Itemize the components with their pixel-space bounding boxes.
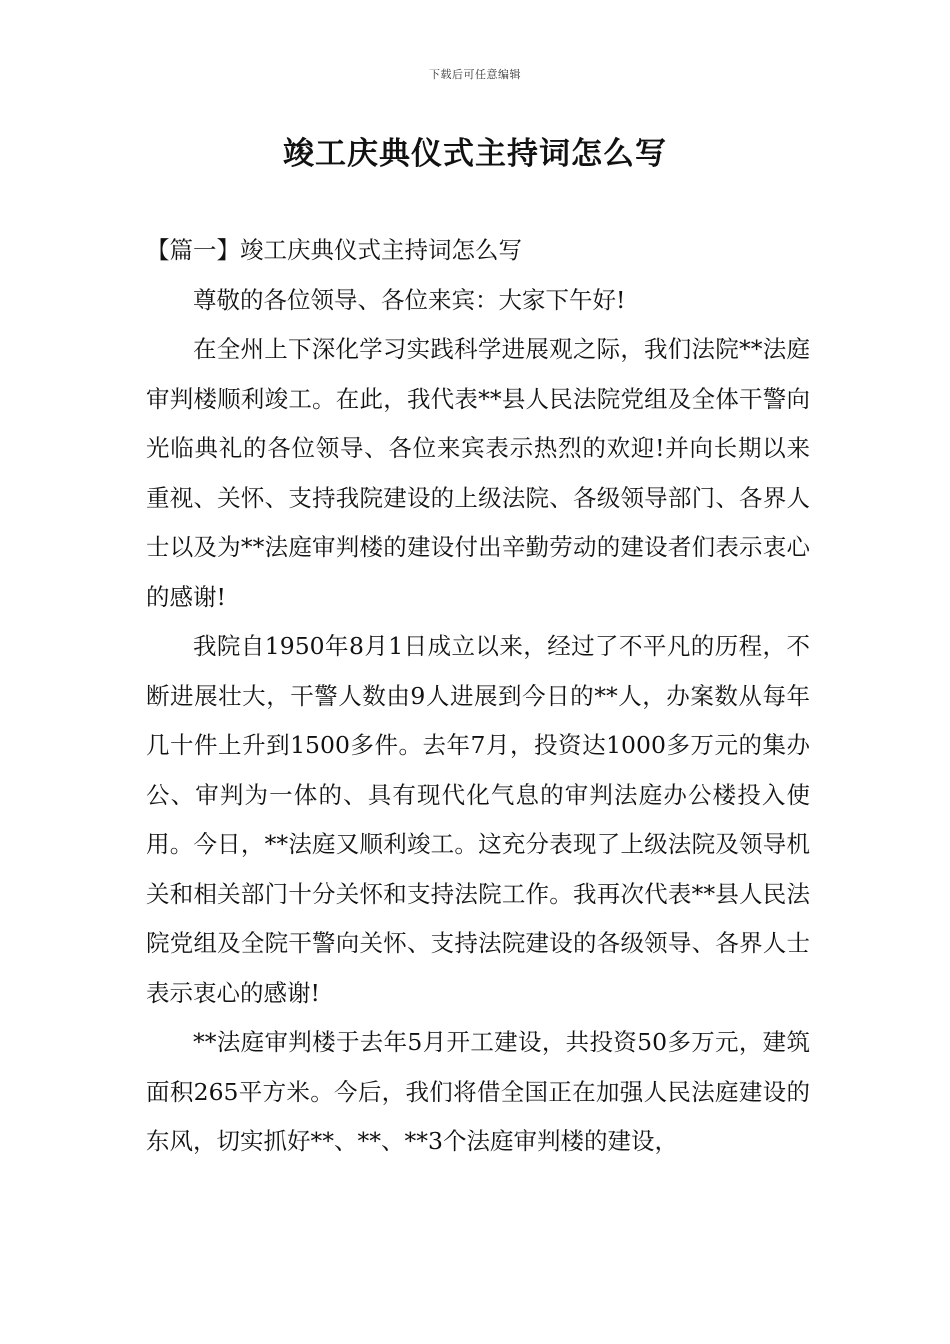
header-note: 下载后可任意编辑 — [429, 68, 521, 81]
paragraph-construction: **法庭审判楼于去年5月开工建设，共投资50多万元，建筑面积265平方米。今后，我们将借全国正在加强人民法庭建设的东风，切实抓好**、**、**3个法庭审判楼的建设， — [146, 1028, 810, 1155]
document-body — [146, 226, 810, 1167]
section-heading: 【篇一】竣工庆典仪式主持词怎么写 — [146, 236, 522, 264]
paragraph-history: 我院自1950年8月1日成立以来，经过了不平凡的历程，不断进展壮大，干警人数由9人进展到今日的**人，办案数从每年几十件上升到1500多件。去年7月，投资达1000多万元的集办公、审判为一体的、具有现代化气息的审判法庭办公楼投入使用。今日，**法庭又顺利竣工。这充分表现了上级法院及领导机关和相关部门十分关怀和支持法院工作。我再次代表**县人民法院党组及全院干警向关怀、支持法院建设的各级领导、各界人士表示衷心的感谢! — [146, 632, 810, 1007]
paragraph-greeting: 尊敬的各位领导、各位来宾：大家下午好! — [193, 285, 626, 314]
paragraph-welcome: 在全州上下深化学习实践科学进展观之际，我们法院**法庭审判楼顺利竣工。在此，我代表**县人民法院党组及全体干警向光临典礼的各位领导、各位来宾表示热烈的欢迎!并向长期以来重视、关怀、支持我院建设的上级法院、各级领导部门、各界人士以及为**法庭审判楼的建设付出辛勤劳动的建设者们表示衷心的感谢! — [146, 335, 810, 611]
document-title: 竣工庆典仪式主持词怎么写 — [283, 136, 667, 172]
